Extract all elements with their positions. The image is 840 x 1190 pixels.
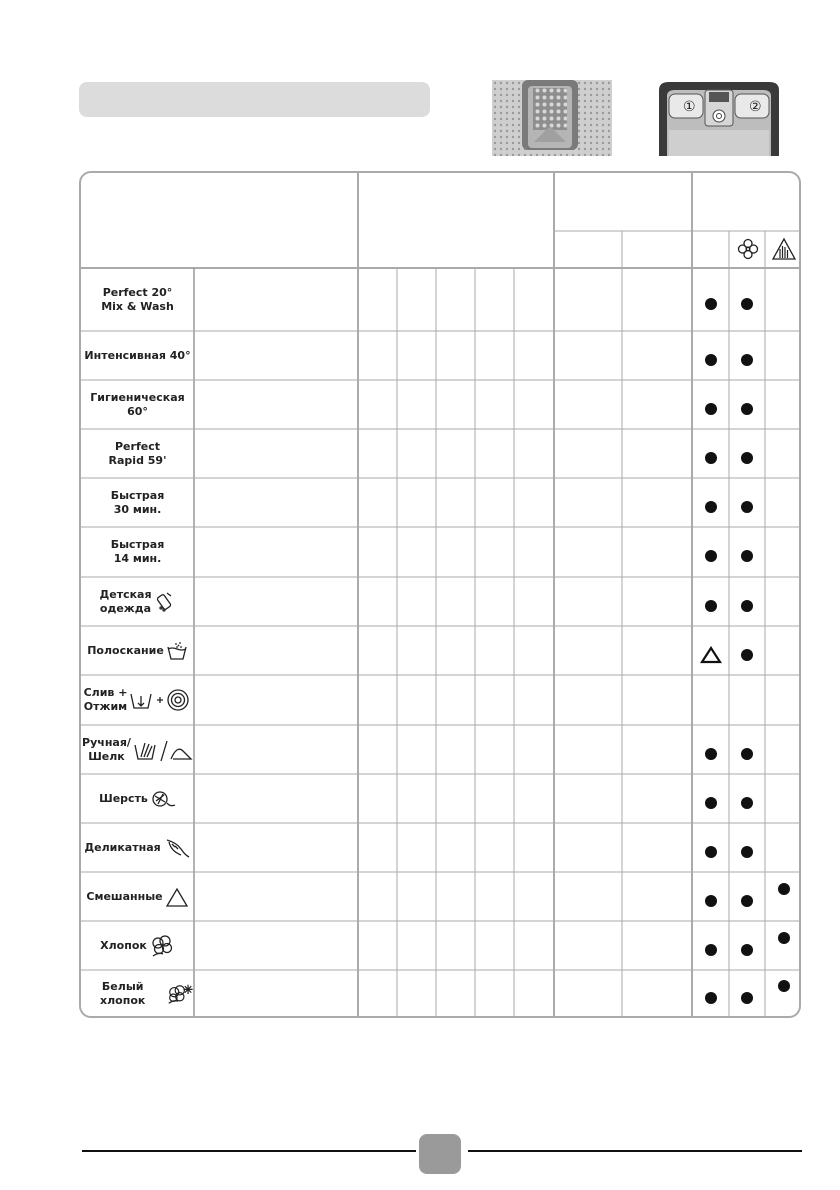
dot-symbol — [705, 944, 717, 956]
dot-symbol — [741, 600, 753, 612]
dot-symbol — [778, 932, 790, 944]
baby-bottle-icon — [154, 591, 176, 613]
program-label-text: Perfect 20° Mix & Wash — [101, 285, 174, 313]
page-number-badge — [419, 1134, 461, 1174]
program-label-text: Деликатная — [84, 840, 161, 854]
dot-symbol — [705, 354, 717, 366]
dot-symbol — [741, 298, 753, 310]
dot-mark — [692, 450, 729, 466]
dot-mark — [765, 881, 801, 897]
dot-mark — [692, 499, 729, 515]
drain-spin-icon — [129, 688, 191, 712]
dot-mark — [729, 990, 765, 1006]
program-label — [81, 872, 194, 921]
program-label-text: Шерсть — [99, 791, 148, 805]
program-label — [81, 380, 194, 429]
dot-mark — [729, 548, 765, 564]
handwash-silk-icon — [133, 737, 193, 763]
dot-symbol — [705, 403, 717, 415]
feather-icon — [163, 837, 191, 859]
dot-mark — [692, 296, 729, 312]
program-label — [81, 331, 194, 380]
section-title-bar — [79, 82, 430, 117]
program-label — [81, 921, 194, 970]
program-label-text: Детская одежда — [99, 587, 152, 615]
program-label-text: Быстрая 14 мин. — [110, 538, 165, 565]
dot-symbol — [741, 354, 753, 366]
dot-mark — [692, 990, 729, 1006]
dot-mark — [692, 548, 729, 564]
dot-symbol — [741, 403, 753, 415]
svg-text:①: ① — [683, 99, 696, 115]
dot-mark — [729, 647, 765, 663]
dot-mark — [692, 598, 729, 614]
dot-mark — [692, 746, 729, 762]
dot-mark — [692, 352, 729, 368]
dot-mark — [729, 942, 765, 958]
dot-mark — [765, 930, 801, 946]
dot-symbol — [741, 944, 753, 956]
dot-mark — [692, 401, 729, 417]
program-label — [81, 268, 194, 331]
program-label — [81, 478, 194, 527]
dot-symbol — [741, 649, 753, 661]
svg-text:②: ② — [749, 99, 762, 115]
program-label-text: Быстрая 30 мин. — [110, 488, 165, 516]
program-table — [79, 171, 801, 1018]
dot-mark — [729, 352, 765, 368]
dot-symbol — [741, 895, 753, 907]
dot-mark — [729, 893, 765, 909]
dot-symbol — [741, 992, 753, 1004]
dot-mark — [692, 795, 729, 811]
white-cotton-icon — [166, 982, 194, 1006]
dot-mark — [692, 844, 729, 860]
dot-mark — [729, 795, 765, 811]
dot-symbol — [705, 797, 717, 809]
dot-mark — [692, 893, 729, 909]
dot-mark — [729, 499, 765, 515]
program-label — [81, 774, 194, 823]
dot-symbol — [741, 846, 753, 858]
dot-symbol — [741, 797, 753, 809]
dot-mark — [692, 942, 729, 958]
dot-symbol — [705, 846, 717, 858]
program-label-text: Смешанные — [86, 889, 163, 903]
mixed-triangle-icon — [165, 886, 189, 908]
dot-symbol — [741, 501, 753, 513]
dot-mark — [729, 598, 765, 614]
program-label-text: Ручная/ Шелк — [82, 735, 131, 763]
dot-symbol — [741, 452, 753, 464]
program-label-text: Гигиеническая 60° — [90, 390, 185, 418]
dot-mark — [729, 450, 765, 466]
program-label-text: Полоскание — [87, 643, 164, 657]
triangle-symbol — [700, 646, 722, 664]
dot-symbol — [741, 550, 753, 562]
rinse-icon — [166, 641, 188, 661]
program-label-text: Хлопок — [100, 938, 147, 952]
cotton-icon — [149, 934, 175, 958]
dot-mark — [729, 401, 765, 417]
program-label — [81, 626, 194, 675]
program-label-text: Слив + Отжим — [83, 686, 128, 713]
program-label — [81, 823, 194, 872]
dot-symbol — [705, 298, 717, 310]
dot-symbol — [705, 992, 717, 1004]
footer-line-left — [82, 1150, 416, 1152]
program-label — [81, 527, 194, 577]
dot-symbol — [705, 452, 717, 464]
program-label — [81, 725, 194, 774]
dot-symbol — [705, 895, 717, 907]
dot-symbol — [705, 550, 717, 562]
detergent-compartments-photo — [655, 80, 783, 156]
program-label — [81, 429, 194, 478]
dot-mark — [765, 978, 801, 994]
program-label-text: Белый хлопок — [100, 980, 146, 1007]
dot-symbol — [778, 883, 790, 895]
dot-symbol — [705, 501, 717, 513]
program-label-text: Perfect Rapid 59' — [108, 439, 167, 467]
dot-mark — [729, 746, 765, 762]
dot-mark — [729, 844, 765, 860]
dot-symbol — [741, 748, 753, 760]
footer-line-right — [468, 1150, 802, 1152]
program-label — [81, 577, 194, 626]
program-label — [81, 970, 194, 1018]
hand-icon — [771, 237, 797, 261]
dot-mark — [729, 296, 765, 312]
detergent-dispenser-photo — [492, 80, 612, 156]
program-label — [81, 675, 194, 725]
wool-icon — [150, 787, 176, 811]
dot-symbol — [778, 980, 790, 992]
triangle-mark — [692, 647, 729, 663]
dot-symbol — [705, 748, 717, 760]
program-label-text: Интенсивная 40° — [84, 348, 191, 362]
dot-symbol — [705, 600, 717, 612]
flower-softener-icon — [737, 238, 759, 260]
